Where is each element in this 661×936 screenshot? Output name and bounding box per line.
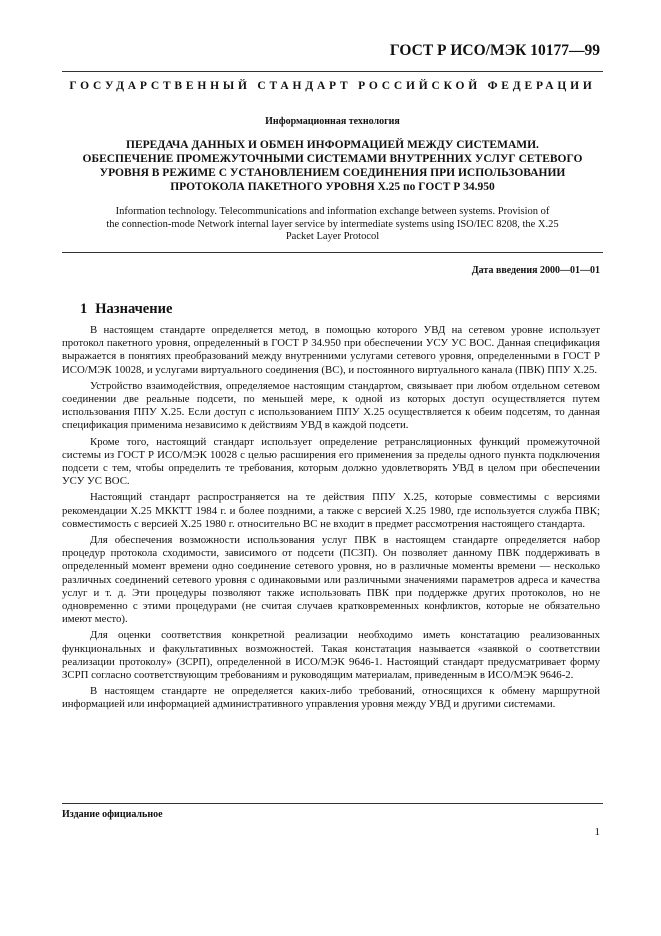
russian-title (62, 138, 603, 194)
section-title: Назначение (95, 301, 173, 317)
page-number: 1 (594, 826, 600, 838)
body-paragraph: В настоящем стандарте не определяется каких-либо требований, относящихся к обмену маршрутной информацией или информацией административного управления уровня между УВД и другими системами. (62, 685, 600, 711)
footer-divider (62, 803, 603, 804)
section-body (62, 324, 600, 715)
russian-title-line: ОБЕСПЕЧЕНИЕ ПРОМЕЖУТОЧНЫМИ СИСТЕМАМИ ВНУТРЕННИХ УСЛУГ СЕТЕВОГО (82, 153, 583, 165)
russian-title-line: ПЕРЕДАЧА ДАННЫХ И ОБМЕН ИНФОРМАЦИЕЙ МЕЖДУ СИСТЕМАМИ. (126, 139, 539, 151)
body-paragraph: Для обеспечения возможности использования услуг ПВК в настоящем стандарте определяется набор процедур протокола сходимости, зависимого от подсети (ПСЗП). Он позволяет данному ПВК поддерживать в определенный момент времени одно соединение сетевого уровня, но в различные моменты времени — несколько различных соединений сетевого уровня с одинаковыми или различными значениями параметров адреса и качества услуг и т. д. Эти процедуры позволяют также использовать ПВК при поддержке других протоколов, но не одновременно с этими процедурами (не считая случаев кратковременных конфликтов, которые не обязательно имеют место). (62, 534, 600, 626)
intro-divider (62, 252, 603, 253)
body-paragraph: Настоящий стандарт распространяется на те действия ППУ Х.25, которые совместимы с версиями рекомендации Х.25 МККТТ 1984 г. и более поздними, а также с версией Х.25 1980, где используется служба ПВК; совместимость с версией Х.25 1980 г. относительно ВС не входит в предмет рассмотрения настоящего стандарта. (62, 491, 600, 530)
state-standard-heading: ГОСУДАРСТВЕННЫЙ СТАНДАРТ РОССИЙСКОЙ ФЕДЕРАЦИИ (69, 80, 596, 92)
section-heading (80, 301, 180, 318)
body-paragraph: В настоящем стандарте определяется метод, в помощью которого УВД на сетевом уровне использует протокол пакетного уровня, определенный в ГОСТ Р 34.950 при обеспечении УСУ УС ВОС. Данная спецификация выражается в понятиях преобразований между внутренними услугами сетевого уровня, определенными в ГОСТ Р ИСО/МЭК 10028, и услугами виртуального соединения (ВС), и постоянного виртуального канала (ПВК) ППУ Х.25. (62, 324, 600, 376)
russian-title-line: УРОВНЯ В РЕЖИМЕ С УСТАНОВЛЕНИЕМ СОЕДИНЕНИЯ ПРИ ИСПОЛЬЗОВАНИИ (99, 167, 566, 179)
english-title-line: Packet Layer Protocol (285, 231, 380, 242)
section-number: 1 (80, 301, 88, 317)
edition-label: Издание официальное (62, 809, 163, 820)
russian-title-line: ПРОТОКОЛА ПАКЕТНОГО УРОВНЯ Х.25 по ГОСТ Р 34.950 (170, 181, 495, 193)
english-title (62, 206, 603, 244)
subject-heading: Информационная технология (265, 116, 400, 127)
header-divider (62, 71, 603, 72)
introduction-date: Дата введения 2000—01—01 (471, 265, 600, 276)
body-paragraph: Устройство взаимодействия, определяемое настоящим стандартом, связывает при любом отдельном сетевом соединении две реальные подсети, по меньшей мере, к одной из которых доступ осуществляется путем использования ППУ Х.25. Если доступ с использованием ППУ Х.25 осуществляется к обеим подсетям, то данная спецификация применима независимо к действиям УВД в каждой подсети. (62, 379, 600, 432)
document-code: ГОСТ Р ИСО/МЭК 10177—99 (389, 42, 600, 59)
body-paragraph: Для оценки соответствия конкретной реализации необходимо иметь констатацию реализованных функциональных и факультативных возможностей. Такая констатация называется «заявкой о соответствии реализации протоколу» (ЗСРП), определенной в ИСО/МЭК 9646-1. Настоящий стандарт предусматривает форму ЗСРП согласно соответствующим требованиям и руководящим материалам, приведенным в ИСО/МЭК 9646-2. (62, 629, 600, 682)
english-title-line: Information technology. Telecommunications and information exchange between systems. Provision of (115, 206, 550, 217)
body-paragraph: Кроме того, настоящий стандарт использует определение ретрансляционных функций промежуточной системы из ГОСТ Р ИСО/МЭК 10028 с целью расширения его применения за пределы одного пункта подключения подсети с тем, чтобы определить те требования, которым должно удовлетворять УВД в целом при обеспечении УСУ УС ВОС. (62, 435, 600, 488)
english-title-line: the connection-mode Network internal layer service by intermediate systems using ISO/IEC 8208, the X.25 (106, 218, 559, 230)
